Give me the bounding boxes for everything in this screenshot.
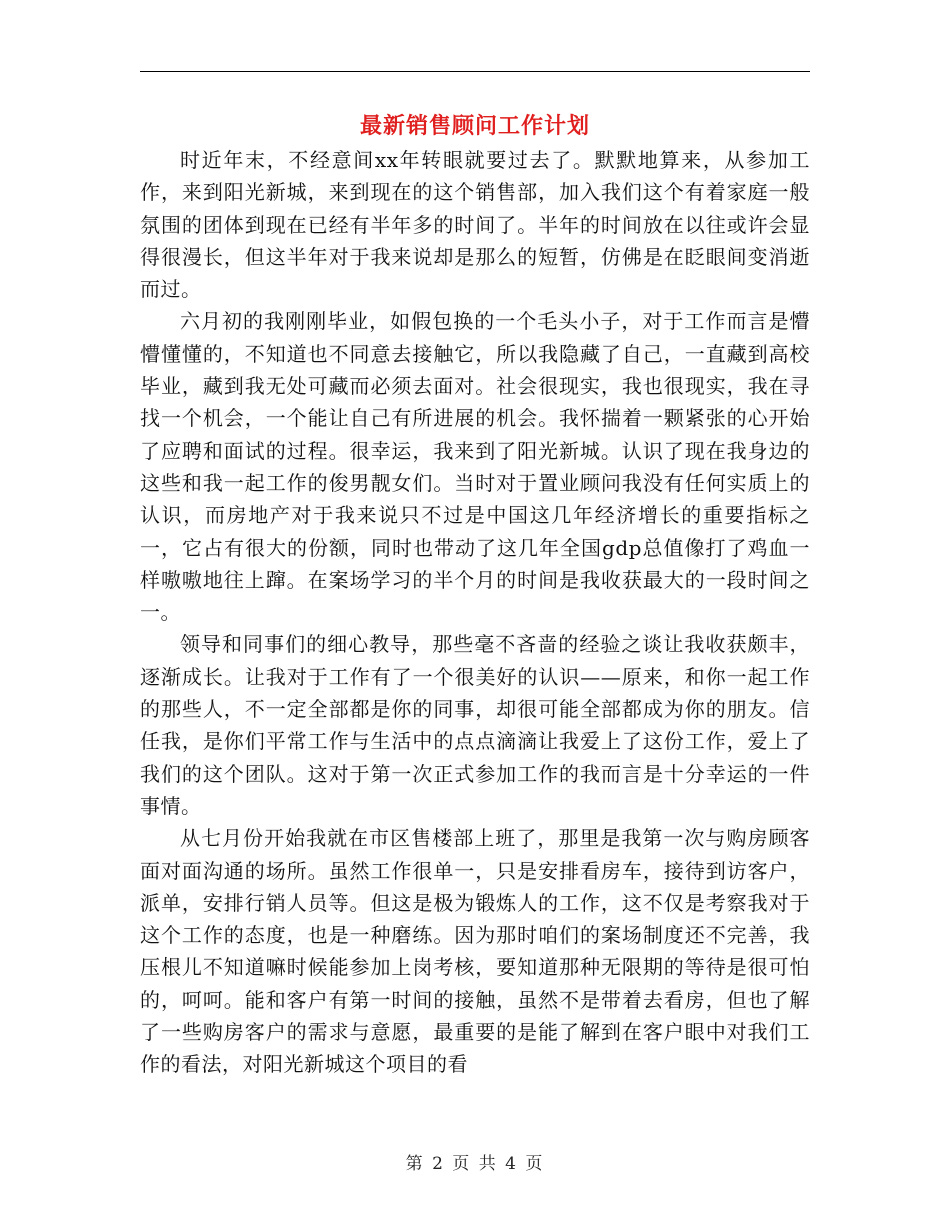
header-rule	[140, 71, 810, 72]
paragraph-4: 从七月份开始我就在市区售楼部上班了，那里是我第一次与购房顾客面对面沟通的场所。虽然工作很单一，只是安排看房车，接待到访客户，派单，安排行销人员等。但这是极为锻炼人的工作，这不仅是考察我对于这个工作的态度，也是一种磨练。因为那时咱们的案场制度还不完善，我压根儿不知道嘛时候能参加上岗考核，要知道那种无限期的等待是很可怕的，呵呵。能和客户有第一时间的接触，虽然不是带着去看房，但也了解了一些购房客户的需求与意愿，最重要的是能了解到在客户眼中对我们工作的看法，对阳光新城这个项目的看	[140, 826, 810, 1077]
paragraph-1: 时近年末，不经意间xx年转眼就要过去了。默默地算来，从参加工作，来到阳光新城，来到现在的这个销售部，加入我们这个有着家庭一般氛围的团体到现在已经有半年多的时间了。半年的时间放在以往或许会显得很漫长，但这半年对于我来说却是那么的短暂，仿佛是在眨眼间变消逝而过。	[140, 148, 810, 302]
paragraph-2: 六月初的我刚刚毕业，如假包换的一个毛头小子，对于工作而言是懵懵懂懂的，不知道也不同意去接触它，所以我隐藏了自己，一直藏到高校毕业，藏到我无处可藏而必须去面对。社会很现实，我也很现实，我在寻找一个机会，一个能让自己有所进展的机会。我怀揣着一颗紧张的心开始了应聘和面试的过程。很幸运，我来到了阳光新城。认识了现在我身边的这些和我一起工作的俊男靓女们。当时对于置业顾问我没有任何实质上的认识，而房地产对于我来说只不过是中国这几年经济增长的重要指标之一，它占有很大的份额，同时也带动了这几年全国gdp总值像打了鸡血一样嗷嗷地往上蹿。在案场学习的半个月的时间是我收获最大的一段时间之一。	[140, 309, 810, 625]
page-title: 最新销售顾问工作计划	[359, 113, 590, 139]
paragraph-3: 领导和同事们的细心教导，那些毫不吝啬的经验之谈让我收获颇丰，逐渐成长。让我对于工作有了一个很美好的认识——原来，和你一起工作的那些人，不一定全部都是你的同事，却很可能全部都成为你的朋友。信任我，是你们平常工作与生活中的点点滴滴让我爱上了这份工作，爱上了我们的这个团队。这对于第一次正式参加工作的我而言是十分幸运的一件事情。	[140, 632, 810, 818]
page-number-footer: 第 2 页 共 4 页	[405, 1154, 545, 1174]
document-body	[140, 144, 810, 1081]
